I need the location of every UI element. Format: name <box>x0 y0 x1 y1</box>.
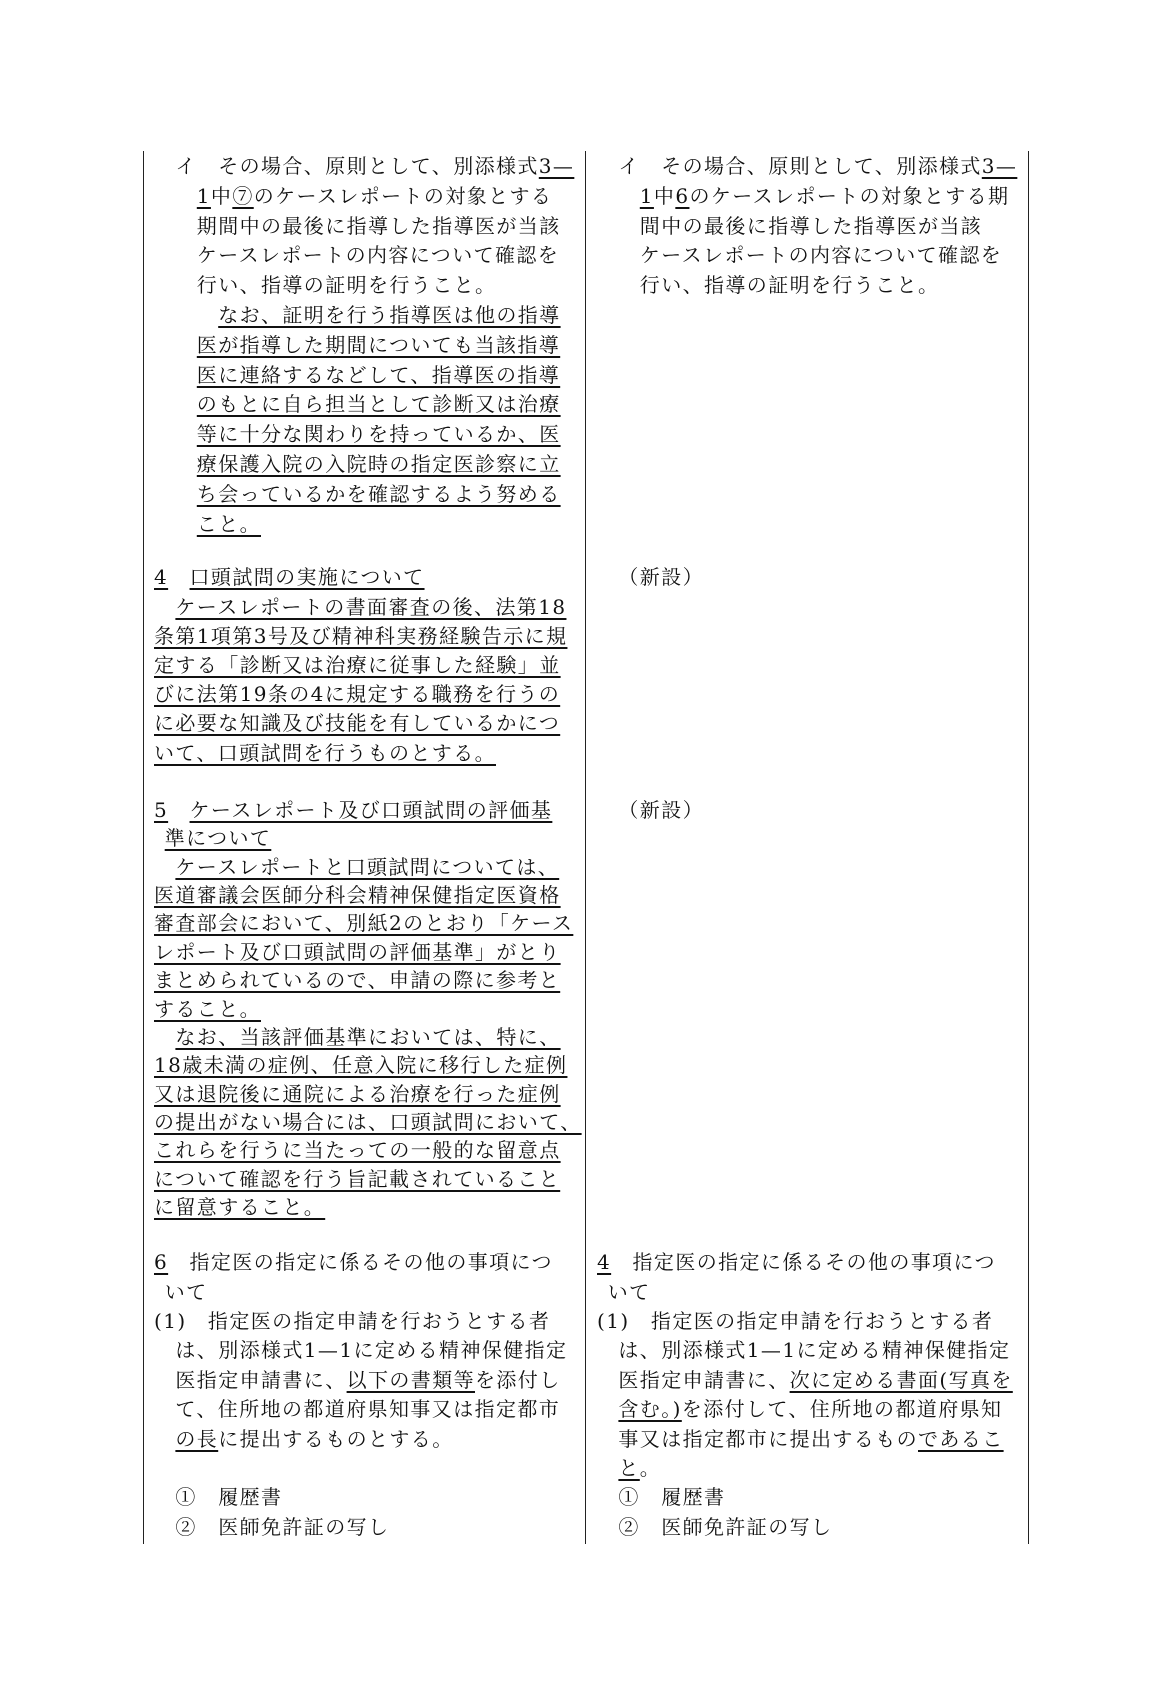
underlined-change: 準について <box>164 826 272 851</box>
text-line <box>154 1165 586 1193</box>
text-segment: 指定医の指定に係るその他の事項につ <box>168 1250 553 1275</box>
text-line <box>154 1336 586 1365</box>
text-line <box>154 622 586 651</box>
underlined-change: 次に定める書面(写真を <box>789 1367 1013 1392</box>
text-line <box>154 420 586 450</box>
text-segment: を添付して、住所地の都道府県知 <box>681 1397 1003 1422</box>
text-line <box>597 1513 1029 1542</box>
text-line <box>154 480 586 510</box>
underlined-change: の提出がない場合には、口頭試問において、 <box>154 1110 582 1135</box>
text-line <box>154 1307 586 1336</box>
text-segment: 中 <box>210 183 233 208</box>
text-line <box>154 1193 586 1221</box>
underlined-change: こと。 <box>196 511 261 536</box>
underlined-change: について確認を行う旨記載されていること <box>154 1166 561 1191</box>
text-line <box>154 1023 586 1051</box>
text-line <box>154 1278 586 1307</box>
text-line <box>597 182 1029 212</box>
underlined-change: 6 <box>675 183 690 208</box>
text-segment: 事又は指定都市に提出するもの <box>618 1426 918 1451</box>
text-line <box>154 1454 586 1483</box>
text-line <box>597 1454 1029 1483</box>
underlined-change: 3— <box>538 154 575 179</box>
text-line <box>154 1483 586 1512</box>
text-segment <box>168 565 189 589</box>
text-line <box>154 709 586 738</box>
text-line <box>154 739 586 768</box>
underlined-change: 含む。) <box>618 1397 682 1422</box>
underlined-change: 4 <box>154 565 169 590</box>
underlined-change: ⑦ <box>232 183 254 208</box>
text-line <box>154 182 586 212</box>
text-segment: 医指定申請書に、 <box>618 1367 790 1392</box>
underlined-change: 1 <box>639 183 654 208</box>
underlined-change: であるこ <box>918 1426 1004 1451</box>
text-segment: （新設） <box>618 565 704 590</box>
block-new-4 <box>597 563 1029 592</box>
underlined-change: いて、口頭試問を行うものとする。 <box>154 740 496 765</box>
text-line <box>597 1278 1029 1307</box>
text-line <box>597 152 1029 182</box>
text-line <box>154 152 586 182</box>
text-line <box>154 995 586 1023</box>
text-line <box>154 1248 586 1277</box>
text-segment: のケースレポートの対象とする <box>253 183 553 208</box>
text-line <box>154 212 586 242</box>
underlined-change: なお、証明を行う指導医は他の指導 <box>218 303 561 328</box>
text-segment: 行い、指導の証明を行うこと。 <box>639 273 940 298</box>
text-line <box>154 1051 586 1079</box>
text-segment: 指定医の指定に係るその他の事項につ <box>611 1250 996 1275</box>
text-line <box>154 563 586 592</box>
text-line <box>154 1108 586 1136</box>
underlined-change: びに法第19条の4に規定する職務を行うの <box>154 682 561 707</box>
underlined-change: これらを行うに当たっての一般的な留意点 <box>154 1138 561 1163</box>
text-line <box>154 796 586 824</box>
text-segment: ケースレポートの内容について確認を <box>639 243 1003 268</box>
block-4-other-matters <box>597 1248 1029 1542</box>
underlined-change: 審査部会において、別紙2のとおり「ケース <box>154 911 574 936</box>
text-line <box>597 1336 1029 1365</box>
text-line <box>154 1366 586 1395</box>
text-line <box>597 212 1029 242</box>
text-line <box>597 1366 1029 1395</box>
text-line <box>597 271 1029 301</box>
text-line <box>597 241 1029 271</box>
underlined-change: ケースレポートの書面審査の後、法第18 <box>175 594 567 619</box>
underlined-change: レポート及び口頭試問の評価基準」がとり <box>154 939 561 964</box>
text-line <box>154 1513 586 1542</box>
block-new-5 <box>597 796 1029 824</box>
underlined-change: 等に十分な関わりを持っているか、医 <box>196 422 561 447</box>
text-segment: 間中の最後に指導した指導医が当該 <box>639 213 983 238</box>
text-line <box>597 1425 1029 1454</box>
underlined-change: のもとに自ら担当として診断又は治療 <box>196 392 561 417</box>
text-segment: は、別添様式1—1に定める精神保健指定 <box>175 1338 568 1363</box>
underlined-change: 5 <box>154 797 169 822</box>
text-segment: ① 履歴書 <box>175 1485 283 1510</box>
text-line <box>154 853 586 881</box>
text-segment <box>168 798 189 822</box>
underlined-change: まとめられているので、申請の際に参考と <box>154 968 561 993</box>
block-i-revised <box>154 152 586 539</box>
block-4-oral-exam <box>154 563 586 767</box>
block-6-other-matters <box>154 1248 586 1542</box>
underlined-change: の長 <box>175 1426 219 1451</box>
text-segment: 期間中の最後に指導した指導医が当該 <box>196 213 561 238</box>
text-line <box>154 1080 586 1108</box>
text-line <box>154 593 586 622</box>
text-segment: ケースレポートの内容について確認を <box>196 243 560 268</box>
text-line <box>154 331 586 361</box>
underlined-change: 療保護入院の入院時の指定医診察に立 <box>196 452 561 477</box>
underlined-change: 医道審議会医師分科会精神保健指定医資格 <box>154 882 561 907</box>
underlined-change: なお、当該評価基準においては、特に、 <box>175 1024 561 1049</box>
text-segment: は、別添様式1—1に定める精神保健指定 <box>618 1338 1011 1363</box>
text-segment: イ その場合、原則として、別添様式 <box>618 154 982 179</box>
text-segment: ② 医師免許証の写し <box>175 1514 390 1539</box>
underlined-change: 医が指導した期間についても当該指導 <box>196 332 561 357</box>
underlined-change: 18歳未満の症例、任意入院に移行した症例 <box>154 1053 568 1078</box>
text-line <box>154 1136 586 1164</box>
text-segment: 。 <box>639 1456 662 1481</box>
text-segment: ② 医師免許証の写し <box>618 1514 833 1539</box>
text-line <box>154 881 586 909</box>
text-segment: (1) 指定医の指定申請を行おうとする者 <box>597 1309 994 1334</box>
underlined-change: 以下の書類等 <box>346 1367 475 1392</box>
text-segment: ① 履歴書 <box>618 1485 726 1510</box>
text-line <box>154 938 586 966</box>
text-segment: (1) 指定医の指定申請を行おうとする者 <box>154 1309 551 1334</box>
underlined-change: 定する「診断又は治療に従事した経験」並 <box>154 652 561 677</box>
underlined-change: 6 <box>154 1250 169 1275</box>
text-line <box>154 909 586 937</box>
text-segment: のケースレポートの対象とする期 <box>689 183 1010 208</box>
text-line <box>597 1307 1029 1336</box>
text-line <box>597 1483 1029 1512</box>
text-line <box>154 450 586 480</box>
underlined-change: 口頭試問の実施について <box>189 565 425 590</box>
text-segment: に提出するものとする。 <box>218 1426 454 1451</box>
text-segment: て、住所地の都道府県知事又は指定都市 <box>175 1397 561 1422</box>
text-segment: いて <box>164 1279 208 1304</box>
text-segment: 行い、指導の証明を行うこと。 <box>196 273 497 298</box>
text-line <box>154 680 586 709</box>
block-5-criteria <box>154 796 586 1222</box>
text-line <box>154 651 586 680</box>
underlined-change: 又は退院後に通院による治療を行った症例 <box>154 1081 561 1106</box>
text-line <box>154 1395 586 1424</box>
text-line <box>154 241 586 271</box>
underlined-change: 4 <box>597 1250 612 1275</box>
underlined-change: ケースレポートと口頭試問については、 <box>175 854 560 879</box>
table-border-left <box>143 151 144 1544</box>
text-segment: いて <box>607 1279 651 1304</box>
text-line <box>597 1395 1029 1424</box>
text-line <box>154 1425 586 1454</box>
text-line <box>597 563 1029 592</box>
text-segment: を添付し <box>475 1367 561 1392</box>
text-line <box>154 966 586 994</box>
text-line <box>154 510 586 540</box>
text-segment: 中 <box>653 183 676 208</box>
block-i-current <box>597 152 1029 301</box>
text-segment: （新設） <box>618 797 704 822</box>
underlined-change: 1 <box>196 183 211 208</box>
underlined-change: 医に連絡するなどして、指導医の指導 <box>196 362 561 387</box>
underlined-change: ケースレポート及び口頭試問の評価基 <box>189 797 553 822</box>
text-segment: 医指定申請書に、 <box>175 1367 347 1392</box>
text-line <box>154 361 586 391</box>
underlined-change: に必要な知識及び技能を有しているかにつ <box>154 711 561 736</box>
underlined-change: 3— <box>981 154 1018 179</box>
underlined-change: ち会っているかを確認するよう努める <box>196 481 561 506</box>
text-line <box>597 1248 1029 1277</box>
underlined-change: すること。 <box>154 996 261 1021</box>
text-segment: イ その場合、原則として、別添様式 <box>175 154 539 179</box>
underlined-change: に留意すること。 <box>154 1195 326 1220</box>
text-line <box>597 796 1029 824</box>
text-line <box>154 390 586 420</box>
underlined-change: 条第1項第3号及び精神科実務経験告示に規 <box>154 623 568 648</box>
text-line <box>154 301 586 331</box>
text-line <box>154 271 586 301</box>
text-line <box>154 824 586 852</box>
underlined-change: と <box>618 1456 640 1481</box>
